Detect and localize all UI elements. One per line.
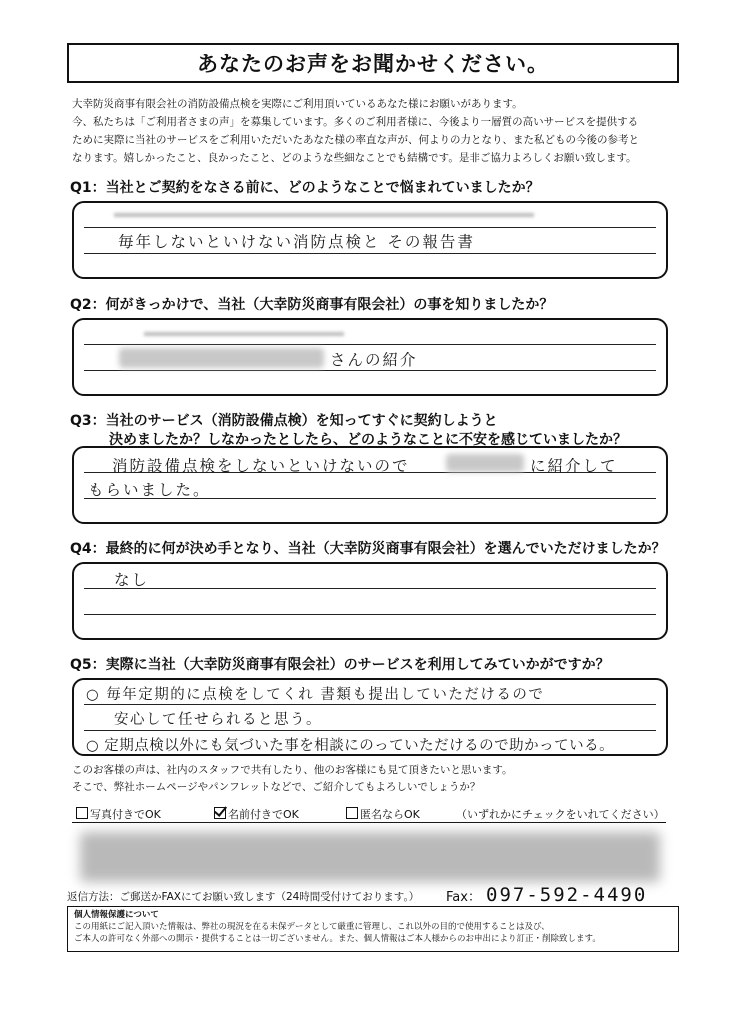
answer-line	[84, 370, 656, 371]
reply-method: 返信方法：ご郵送かFAXにてお願い致します（24時間受付けております。）	[67, 891, 420, 903]
consent-option-anonymous[interactable]	[346, 806, 420, 822]
consent-option-label: 写真付きでOK	[90, 808, 161, 821]
fax-number: 097-592-4490	[486, 884, 648, 906]
answer-1-text: 毎年しないといけない消防点検と その報告書	[118, 233, 475, 251]
footer-line: そこで、弊社ホームページやパンフレットなどで、ご紹介してもよろしいでしょうか？	[72, 781, 481, 793]
answer-5-text-c: ○ 定期点検以外にも気づいた事を相談にのっていただけるので助かっている。	[86, 738, 615, 754]
answer-line	[84, 227, 656, 228]
intro-paragraph	[72, 95, 682, 167]
consent-note: （いずれかにチェックをいれてください）	[456, 808, 665, 821]
intro-line: 大幸防災商事有限会社の消防設備点検を実際にご利用頂いているあなた様にお願いがあります。	[72, 98, 523, 110]
divider	[72, 822, 666, 823]
form-title-box	[67, 43, 679, 83]
intro-line: ために実際に当社のサービスをご利用いただいたあなた様の率直な声が、何よりの力となり、また私どもの今後の参考と	[72, 134, 639, 146]
footer-line: このお客様の声は、社内のスタッフで共有したり、他のお客様にも見て頂きたいと思います。	[72, 764, 513, 776]
question-2-label: Q2：何がきっかけで、当社（大幸防災商事有限会社）の事を知りましたか？	[70, 297, 554, 313]
checkbox[interactable]	[346, 807, 358, 819]
answer-line	[84, 614, 656, 615]
question-3-label-line2: 決めましたか？しなかったとしたら、どのようなことに不安を感じていましたか？	[109, 432, 627, 448]
redacted-signature	[80, 832, 660, 882]
privacy-line: この用紙にご記入頂いた情報は、弊社の現況を在る未保データとして厳重に管理し、これ以外の目的で使用することは及び、	[74, 922, 550, 932]
consent-option-name[interactable]	[214, 806, 299, 822]
answer-box-5[interactable]	[72, 678, 668, 756]
answer-line	[84, 730, 656, 731]
redacted-name	[446, 454, 524, 472]
consent-option-photo[interactable]	[76, 806, 161, 822]
answer-3-text-b: に紹介して	[530, 457, 618, 475]
answer-line	[84, 344, 656, 345]
redacted-name	[119, 348, 324, 368]
faint-handwriting	[114, 213, 534, 217]
privacy-notice	[67, 906, 679, 952]
question-4-label: Q4：最終的に何が決め手となり、当社（大幸防災商事有限会社）を選んでいただけましたか？	[70, 541, 666, 557]
answer-5-text-a: ○ 毎年定期的に点検をしてくれ 書類も提出していただけるので	[86, 687, 545, 703]
answer-line	[84, 704, 656, 705]
answer-box-2[interactable]	[72, 318, 668, 396]
intro-line: なります。嬉しかったこと、良かったこと、どのような些細なことでも結構です。是非ご協力よろしくお願い致します。	[72, 152, 637, 164]
intro-line: 今、私たちは「ご利用者さまの声」を募集しています。多くのご利用者様に、今後より一層質の高いサービスを提供する	[72, 116, 639, 128]
answer-box-1[interactable]	[72, 201, 668, 279]
answer-4-text: なし	[114, 571, 150, 589]
consent-option-label: 名前付きでOK	[228, 808, 299, 821]
answer-line	[84, 588, 656, 589]
privacy-heading: 個人情報保護について	[74, 910, 159, 920]
form-title: あなたのお声をお聞かせください。	[197, 52, 549, 76]
question-1-label: Q1：当社とご契約をなさる前に、どのようなことで悩まれていましたか？	[70, 180, 540, 196]
checkbox-checked[interactable]	[214, 807, 226, 819]
faint-handwriting	[144, 332, 344, 336]
answer-5-text-b: 安心して任せられると思う。	[114, 712, 322, 728]
answer-box-3[interactable]	[72, 446, 668, 524]
footer-text	[72, 762, 512, 796]
answer-box-4[interactable]	[72, 562, 668, 640]
checkbox[interactable]	[76, 807, 88, 819]
answer-3-text-c: もらいました。	[88, 481, 211, 499]
privacy-line: ご本人の許可なく外部への開示・提供することは一切ございません。また、個人情報はご本人様からのお申出により訂正・削除致します。	[74, 934, 601, 944]
fax-block	[446, 884, 647, 906]
answer-line	[84, 253, 656, 254]
question-3-label-line1: Q3：当社のサービス（消防設備点検）を知ってすぐに契約しようと	[70, 413, 498, 429]
answer-2-text: さんの紹介	[330, 351, 418, 369]
answer-3-text-a: 消防設備点検をしないといけないので	[112, 457, 410, 475]
consent-option-label: 匿名ならOK	[360, 808, 420, 821]
question-5-label: Q5：実際に当社（大幸防災商事有限会社）のサービスを利用してみていかがですか？	[70, 657, 610, 673]
fax-label: Fax：	[446, 890, 481, 905]
